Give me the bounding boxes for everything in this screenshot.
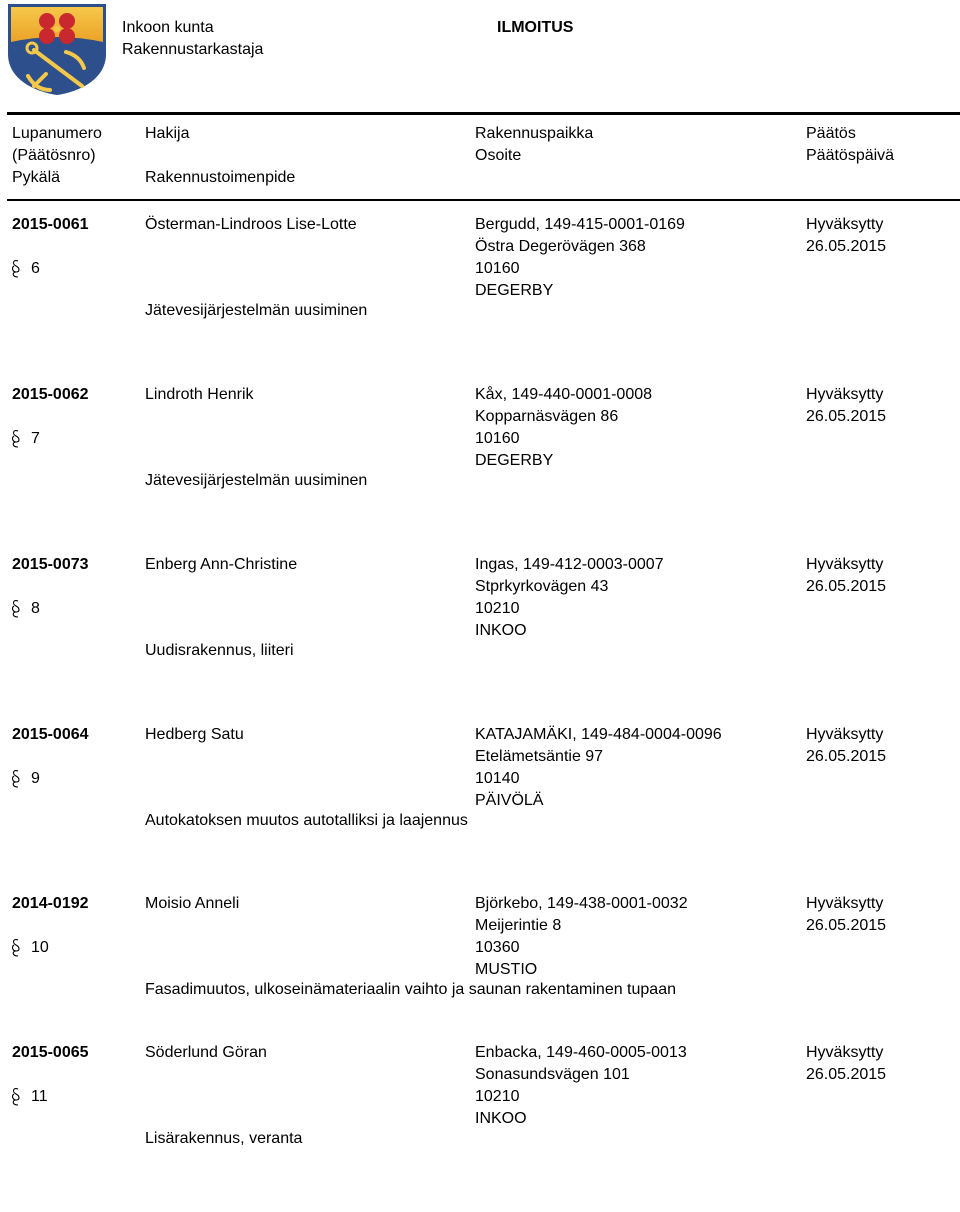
permit-number: 2015-0062 — [12, 386, 89, 403]
applicant: Österman-Lindroos Lise-Lotte — [145, 216, 357, 233]
column-heading-line: Rakennuspaikka — [475, 125, 594, 142]
column-heading-line: Pykälä — [12, 169, 61, 186]
paragraph-number: 8 — [31, 600, 40, 617]
applicant: Enberg Ann-Christine — [145, 556, 298, 573]
column-heading-line: Päätös — [806, 125, 856, 142]
city: INKOO — [475, 1110, 527, 1127]
postal-code: 10210 — [475, 600, 520, 617]
permit-record — [0, 724, 960, 894]
postal-code: 10360 — [475, 939, 520, 956]
postal-address — [475, 937, 688, 981]
paragraph-number: 10 — [31, 939, 49, 956]
postal-address — [475, 428, 652, 472]
inkoo-coat-of-arms-logo — [6, 2, 108, 96]
building-operation: Jätevesijärjestelmän uusiminen — [145, 302, 368, 319]
city: DEGERBY — [475, 452, 554, 469]
applicant: Hedberg Satu — [145, 726, 244, 743]
city: INKOO — [475, 622, 527, 639]
column-heading-applicant — [145, 123, 295, 189]
header-bottom-rule — [7, 199, 960, 201]
permit-record — [0, 554, 960, 724]
permit-number: 2015-0073 — [12, 556, 89, 573]
building-site — [475, 384, 652, 472]
postal-code: 10160 — [475, 430, 520, 447]
permit-number: 2015-0061 — [12, 216, 89, 233]
building-site — [475, 214, 685, 302]
permit-number: 2015-0064 — [12, 726, 89, 743]
building-operation: Fasadimuutos, ulkoseinämateriaalin vaihto ja saunan rakentaminen tupaan — [145, 981, 676, 998]
building-site — [475, 554, 664, 642]
street-address: Kopparnäsvägen 86 — [475, 408, 619, 425]
column-heading-line: Osoite — [475, 147, 522, 164]
permit-record — [0, 893, 960, 1063]
header-top-rule — [7, 112, 960, 115]
applicant: Lindroth Henrik — [145, 386, 254, 403]
column-heading-line: (Päätösnro) — [12, 147, 96, 164]
permit-record — [0, 1042, 960, 1212]
postal-code: 10210 — [475, 1088, 520, 1105]
site-id: Enbacka, 149-460-0005-0013 — [475, 1044, 687, 1061]
street-address: Östra Degerövägen 368 — [475, 238, 646, 255]
permit-record — [0, 384, 960, 554]
building-operation: Uudisrakennus, liiteri — [145, 642, 294, 659]
paragraph — [12, 937, 49, 959]
document-title: ILMOITUS — [497, 19, 574, 36]
building-operation: Autokatoksen muutos autotalliksi ja laajennus — [145, 812, 468, 829]
site-id: Ingas, 149-412-0003-0007 — [475, 556, 664, 573]
building-site — [475, 1042, 687, 1130]
decision-date: 26.05.2015 — [806, 408, 887, 425]
city: MUSTIO — [475, 961, 538, 978]
applicant: Moisio Anneli — [145, 895, 240, 912]
decision-status: Hyväksytty — [806, 556, 884, 573]
permit-record — [0, 214, 960, 384]
permit-number: 2014-0192 — [12, 895, 89, 912]
column-heading-line: Hakija — [145, 125, 190, 142]
city: DEGERBY — [475, 282, 554, 299]
decision — [806, 1042, 886, 1086]
postal-address — [475, 768, 722, 812]
paragraph — [12, 768, 40, 790]
street-address: Stprkyrkovägen 43 — [475, 578, 609, 595]
postal-code: 10140 — [475, 770, 520, 787]
decision-status: Hyväksytty — [806, 895, 884, 912]
site-id: Bergudd, 149-415-0001-0169 — [475, 216, 685, 233]
street-address: Etelämetsäntie 97 — [475, 748, 604, 765]
section-sign-icon — [12, 938, 20, 958]
section-sign-icon — [12, 599, 20, 619]
city: PÄIVÖLÄ — [475, 792, 544, 809]
column-heading-permit — [12, 123, 102, 189]
decision-date: 26.05.2015 — [806, 1066, 887, 1083]
paragraph — [12, 1086, 48, 1108]
applicant: Söderlund Göran — [145, 1044, 267, 1061]
column-heading-line: Päätöspäivä — [806, 147, 895, 164]
street-address: Meijerintie 8 — [475, 917, 562, 934]
decision-date: 26.05.2015 — [806, 748, 887, 765]
paragraph-number: 6 — [31, 260, 40, 277]
org-name: Inkoon kunta — [122, 19, 214, 36]
column-heading-decision — [806, 123, 894, 167]
postal-code: 10160 — [475, 260, 520, 277]
column-heading-site — [475, 123, 593, 167]
column-heading-line: Lupanumero — [12, 125, 102, 142]
decision — [806, 893, 886, 937]
decision-status: Hyväksytty — [806, 216, 884, 233]
paragraph — [12, 258, 40, 280]
decision — [806, 384, 886, 428]
decision-date: 26.05.2015 — [806, 578, 887, 595]
site-id: Kåx, 149-440-0001-0008 — [475, 386, 653, 403]
decision-status: Hyväksytty — [806, 726, 884, 743]
decision-date: 26.05.2015 — [806, 917, 887, 934]
postal-address — [475, 258, 685, 302]
building-site — [475, 724, 722, 812]
building-operation: Lisärakennus, veranta — [145, 1130, 303, 1147]
section-sign-icon — [12, 259, 20, 279]
paragraph-number: 11 — [31, 1088, 48, 1105]
paragraph-number: 9 — [31, 770, 40, 787]
decision-status: Hyväksytty — [806, 1044, 884, 1061]
postal-address — [475, 1086, 687, 1130]
building-site — [475, 893, 688, 981]
org-department: Rakennustarkastaja — [122, 41, 264, 58]
section-sign-icon — [12, 1087, 20, 1107]
building-operation: Jätevesijärjestelmän uusiminen — [145, 472, 368, 489]
section-sign-icon — [12, 769, 20, 789]
paragraph — [12, 598, 40, 620]
postal-address — [475, 598, 664, 642]
paragraph-number: 7 — [31, 430, 40, 447]
section-sign-icon — [12, 429, 20, 449]
site-id: Björkebo, 149-438-0001-0032 — [475, 895, 688, 912]
street-address: Sonasundsvägen 101 — [475, 1066, 630, 1083]
decision — [806, 554, 886, 598]
decision-status: Hyväksytty — [806, 386, 884, 403]
decision — [806, 214, 886, 258]
column-heading-line: Rakennustoimenpide — [145, 169, 296, 186]
paragraph — [12, 428, 40, 450]
decision-date: 26.05.2015 — [806, 238, 887, 255]
site-id: KATAJAMÄKI, 149-484-0004-0096 — [475, 726, 722, 743]
permit-number: 2015-0065 — [12, 1044, 89, 1061]
decision — [806, 724, 886, 768]
